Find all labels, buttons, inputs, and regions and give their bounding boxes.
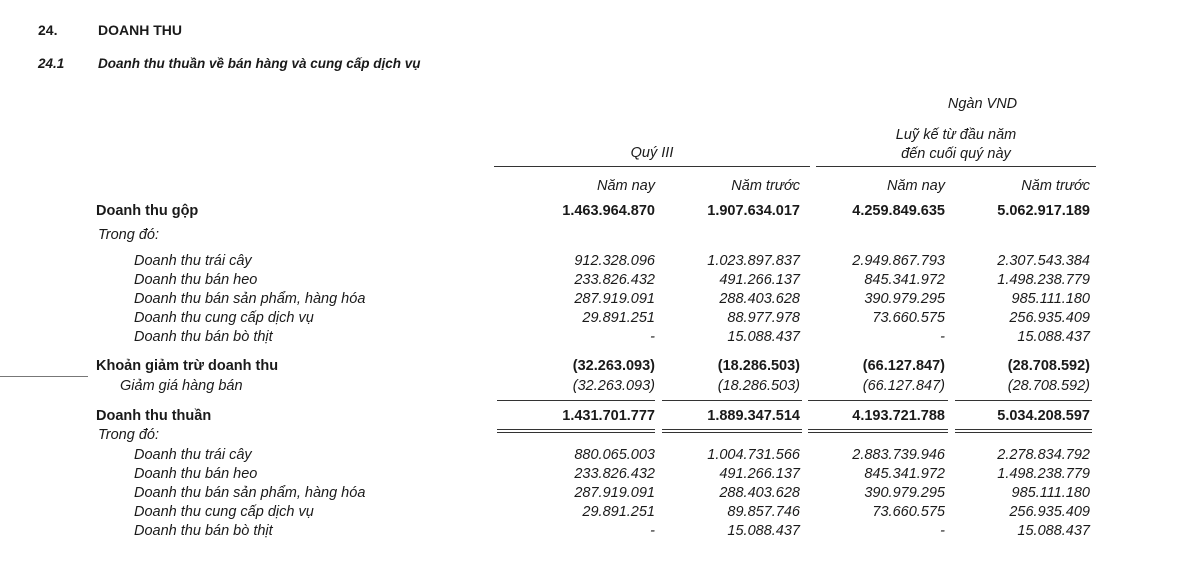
header-cumulative-line2: đến cuối quý này xyxy=(901,146,1011,162)
table-row xyxy=(0,485,1200,505)
section-number: 24. xyxy=(38,22,58,38)
net-label: Doanh thu thuần xyxy=(96,408,212,424)
item-value: 73.660.575 xyxy=(872,504,945,520)
item-label: Doanh thu cung cấp dịch vụ xyxy=(134,310,314,326)
item-value: 390.979.295 xyxy=(864,291,945,307)
subtotal-rule-2 xyxy=(662,400,802,401)
discount-value-2: (18.286.503) xyxy=(717,378,800,394)
item-value: 15.088.437 xyxy=(727,523,800,539)
gross-value-2: 1.907.634.017 xyxy=(707,203,800,219)
item-value: 88.977.978 xyxy=(727,310,800,326)
item-label: Doanh thu bán bò thịt xyxy=(134,329,273,345)
item-value: - xyxy=(650,523,655,539)
gross-label: Doanh thu gộp xyxy=(96,203,199,219)
item-value: 2.278.834.792 xyxy=(997,447,1090,463)
subtotal-rule-1 xyxy=(497,400,655,401)
item-value: 15.088.437 xyxy=(1017,523,1090,539)
item-value: - xyxy=(940,523,945,539)
net-value-3: 4.193.721.788 xyxy=(852,408,945,424)
item-value: - xyxy=(940,329,945,345)
item-value: 287.919.091 xyxy=(574,291,655,307)
gross-note-row xyxy=(0,227,1200,247)
net-note-row xyxy=(0,427,1200,447)
discount-value-1: (32.263.093) xyxy=(572,378,655,394)
table-row xyxy=(0,447,1200,467)
item-value: 256.935.409 xyxy=(1009,504,1090,520)
gross-note: Trong đó: xyxy=(98,227,159,243)
col-header-1: Năm nay xyxy=(596,178,655,194)
net-value-4: 5.034.208.597 xyxy=(997,408,1090,424)
gross-value-3: 4.259.849.635 xyxy=(852,203,945,219)
header-cumulative xyxy=(816,126,1096,164)
col-header-4: Năm trước xyxy=(1021,178,1090,194)
item-value: 29.891.251 xyxy=(582,504,655,520)
item-value: - xyxy=(650,329,655,345)
subtotal-rule-3 xyxy=(808,400,948,401)
deductions-value-4: (28.708.592) xyxy=(1007,358,1090,374)
subsection-title: Doanh thu thuần về bán hàng và cung cấp dịch vụ xyxy=(98,56,421,71)
table-row xyxy=(0,329,1200,349)
col-header-2: Năm trước xyxy=(731,178,800,194)
item-value: 1.498.238.779 xyxy=(997,272,1090,288)
gross-value-1: 1.463.964.870 xyxy=(562,203,655,219)
item-value: 390.979.295 xyxy=(864,485,945,501)
cumulative-underline xyxy=(816,166,1096,167)
deductions-label: Khoản giảm trừ doanh thu xyxy=(96,358,279,374)
discount-label: Giảm giá hàng bán xyxy=(120,378,243,394)
table-row xyxy=(0,523,1200,543)
net-value-1: 1.431.701.777 xyxy=(562,408,655,424)
item-label: Doanh thu bán sản phẩm, hàng hóa xyxy=(134,291,366,307)
item-value: 1.498.238.779 xyxy=(997,466,1090,482)
gross-value-4: 5.062.917.189 xyxy=(997,203,1090,219)
quarter-underline xyxy=(494,166,810,167)
discount-value-3: (66.127.847) xyxy=(862,378,945,394)
item-value: 2.949.867.793 xyxy=(852,253,945,269)
item-value: 2.883.739.946 xyxy=(852,447,945,463)
section-title: DOANH THU xyxy=(98,22,182,38)
item-value: 29.891.251 xyxy=(582,310,655,326)
item-label: Doanh thu cung cấp dịch vụ xyxy=(134,504,314,520)
item-value: 912.328.096 xyxy=(574,253,655,269)
deductions-row xyxy=(0,358,1200,378)
deductions-value-1: (32.263.093) xyxy=(572,358,655,374)
subtotal-rule-4 xyxy=(955,400,1092,401)
item-value: 845.341.972 xyxy=(864,272,945,288)
col-header-3: Năm nay xyxy=(886,178,945,194)
item-value: 15.088.437 xyxy=(727,329,800,345)
table-row xyxy=(0,504,1200,524)
header-quarter: Quý III xyxy=(630,145,674,161)
net-value-2: 1.889.347.514 xyxy=(707,408,800,424)
item-value: 89.857.746 xyxy=(727,504,800,520)
subsection-number: 24.1 xyxy=(38,56,65,71)
item-label: Doanh thu trái cây xyxy=(134,253,252,269)
net-row xyxy=(0,408,1200,428)
item-value: 985.111.180 xyxy=(1011,485,1090,501)
discount-row xyxy=(0,378,1200,398)
item-value: 491.266.137 xyxy=(719,466,800,482)
item-label: Doanh thu bán heo xyxy=(134,466,258,482)
item-value: 15.088.437 xyxy=(1017,329,1090,345)
item-value: 73.660.575 xyxy=(872,310,945,326)
item-value: 880.065.003 xyxy=(574,447,655,463)
item-value: 2.307.543.384 xyxy=(997,253,1090,269)
header-cumulative-line1: Luỹ kế từ đầu năm xyxy=(895,127,1017,143)
table-row xyxy=(0,310,1200,330)
table-row xyxy=(0,466,1200,486)
table-row xyxy=(0,253,1200,273)
item-value: 288.403.628 xyxy=(719,291,800,307)
discount-value-4: (28.708.592) xyxy=(1007,378,1090,394)
item-label: Doanh thu bán bò thịt xyxy=(134,523,273,539)
item-value: 233.826.432 xyxy=(574,466,655,482)
unit-label: Ngàn VND xyxy=(947,96,1018,112)
deductions-value-3: (66.127.847) xyxy=(862,358,945,374)
item-value: 1.004.731.566 xyxy=(707,447,800,463)
item-value: 233.826.432 xyxy=(574,272,655,288)
gross-row xyxy=(0,203,1200,223)
item-label: Doanh thu trái cây xyxy=(134,447,252,463)
item-label: Doanh thu bán heo xyxy=(134,272,258,288)
item-value: 1.023.897.837 xyxy=(707,253,800,269)
table-row xyxy=(0,272,1200,292)
item-value: 287.919.091 xyxy=(574,485,655,501)
item-value: 845.341.972 xyxy=(864,466,945,482)
item-value: 985.111.180 xyxy=(1011,291,1090,307)
net-note: Trong đó: xyxy=(98,427,159,443)
table-row xyxy=(0,291,1200,311)
item-label: Doanh thu bán sản phẩm, hàng hóa xyxy=(134,485,366,501)
item-value: 288.403.628 xyxy=(719,485,800,501)
deductions-value-2: (18.286.503) xyxy=(717,358,800,374)
item-value: 256.935.409 xyxy=(1009,310,1090,326)
item-value: 491.266.137 xyxy=(719,272,800,288)
